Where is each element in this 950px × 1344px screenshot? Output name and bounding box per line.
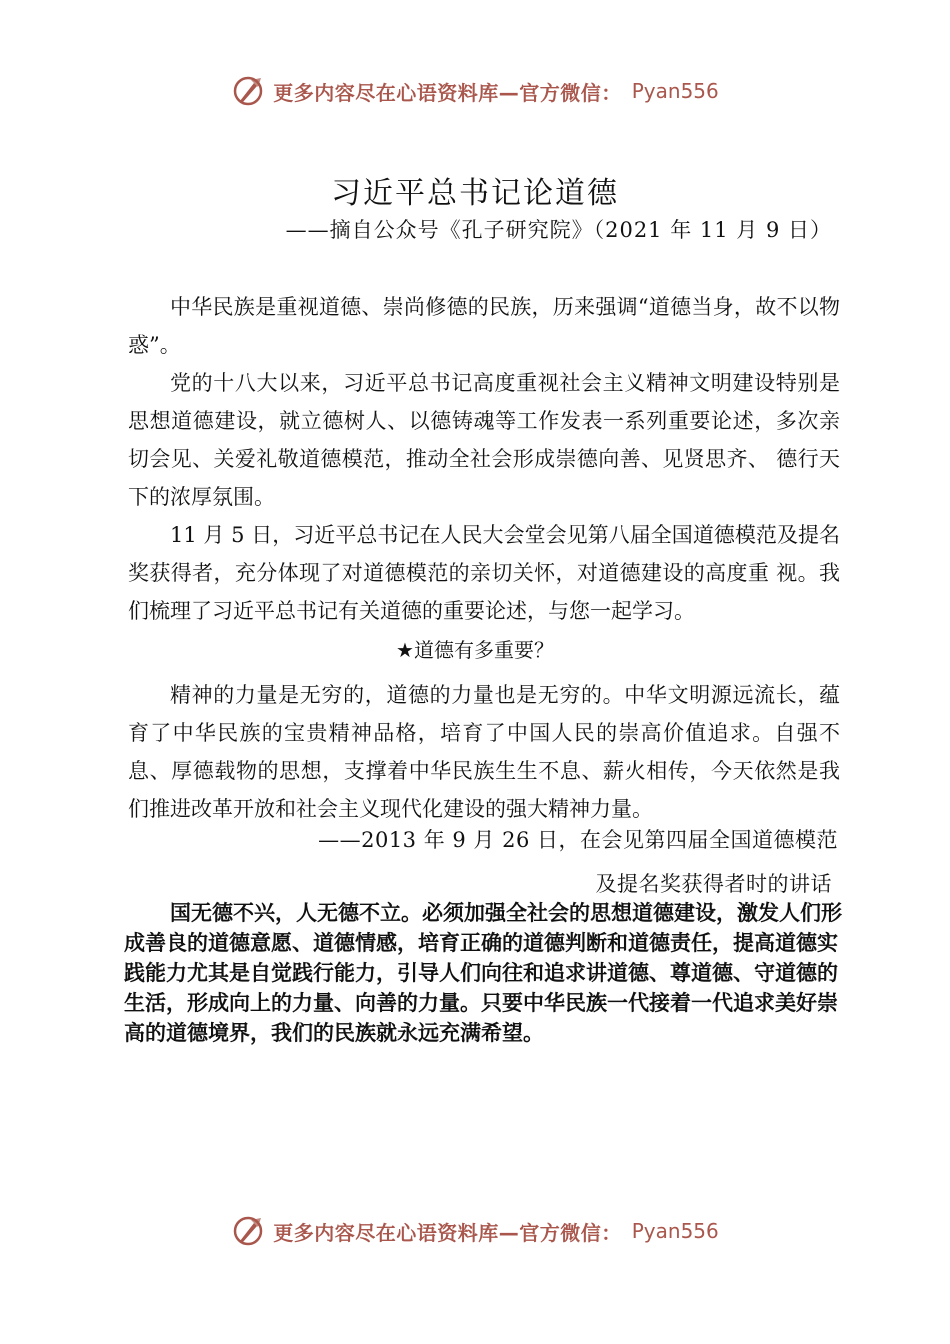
attribution-line-2: 及提名奖获得者时的讲话 — [595, 872, 832, 896]
paragraph-meeting: 11 月 5 日，习近平总书记在人民大会堂会见第八届全国道德模范及提名奖获得者，充分体现了对道德模范的亲切关怀，对道德建设的高度重 视。我们梳理了习近平总书记有关道德的重要论述，与您一起学习。 — [128, 523, 840, 623]
quote-paragraph: 精神的力量是无穷的，道德的力量也是无穷的。中华文明源远流长，蕴育了中华民族的宝贵精神品格，培育了中国人民的崇高价值追求。自强不息、厚德载物的思想，支撑着中华民族生生不息、薪火相传，今天依然是我们推进改革开放和社会主义现代化建设的强大精神力量。 — [128, 683, 840, 821]
paragraph-background: 党的十八大以来，习近平总书记高度重视社会主义精神文明建设特别是思想道德建设，就立德树人、以德铸魂等工作发表一系列重要论述，多次亲切会见、关爱礼敬道德模范，推动全社会形成崇德向善、见贤思齐、 德行天下的浓厚氛围。 — [128, 371, 840, 509]
quill-circle-logo-icon — [231, 74, 265, 108]
source-line: ——摘自公众号《孔子研究院》（2021 年 11 月 9 日） — [285, 218, 832, 242]
watermark-footer — [0, 1214, 950, 1248]
watermark-code: Pyan556 — [631, 1219, 719, 1243]
watermark-code: Pyan556 — [631, 79, 719, 103]
watermark-header — [0, 74, 950, 108]
attribution-line-1: ——2013 年 9 月 26 日，在会见第四届全国道德模范 — [318, 828, 838, 852]
bold-quote: 国无德不兴，人无德不立。必须加强全社会的思想道德建设，激发人们形成善良的道德意愿、道德情感，培育正确的道德判断和道德责任，提高道德实践能力尤其是自觉践行能力，引导人们向往和追求讲道德、尊道德、守道德的生活，形成向上的力量、向善的力量。只要中华民族一代接着一代追求美好崇高的道德境界，我们的民族就永远充满希望。 — [124, 901, 842, 1045]
page-title: 习近平总书记论道德 — [331, 176, 619, 211]
paragraph-intro: 中华民族是重视道德、崇尚修德的民族，历来强调“道德当身，故不以物惑”。 — [128, 295, 840, 357]
watermark-text: 更多内容尽在心语资料库—官方微信： — [273, 1220, 622, 1245]
section-heading: ★道德有多重要？ — [396, 638, 554, 662]
quill-circle-logo-icon — [231, 1214, 265, 1248]
watermark-text: 更多内容尽在心语资料库—官方微信： — [273, 80, 622, 105]
